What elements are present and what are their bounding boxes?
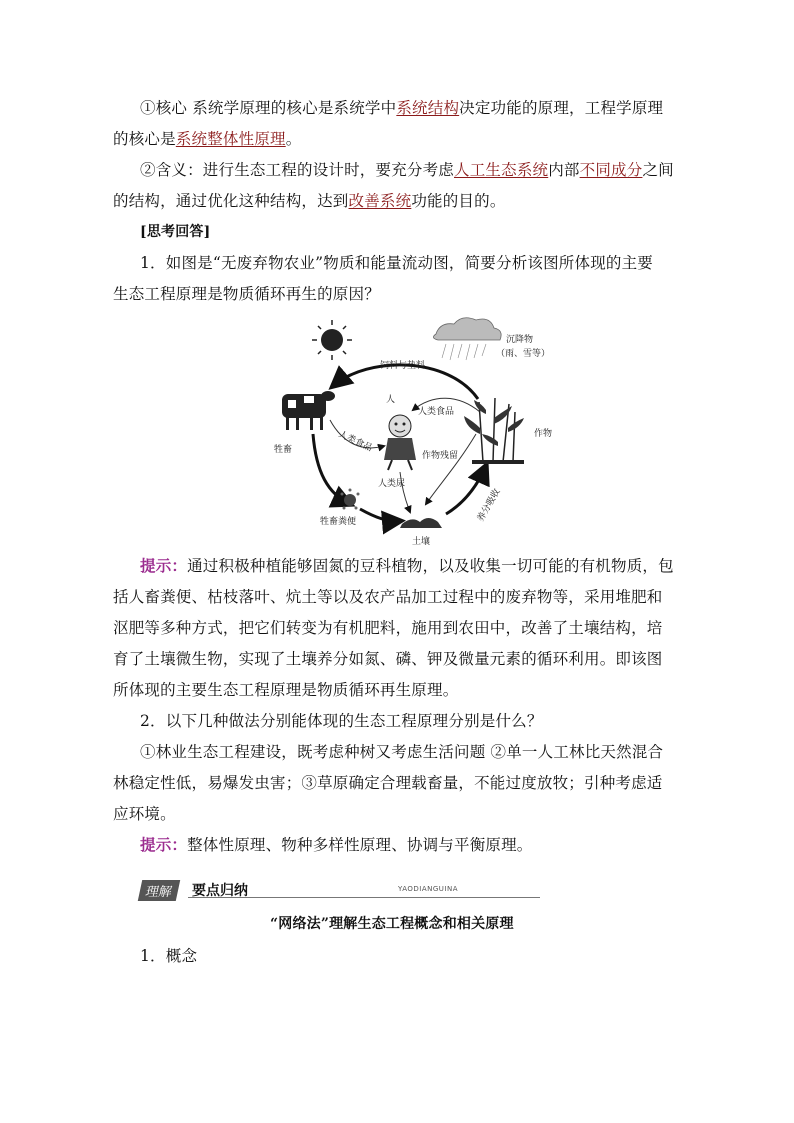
arrow-human-waste [400,472,410,512]
label-feed: 饲料与垫料 [380,361,426,371]
answer-2-line: 提示：整体性原理、物种多样性原理、协调与平衡原理。 [140,835,533,854]
answer-1-line-4: 育了土壤微生物，实现了土壤养分如氮、磷、钾及微量元素的循环利用。即该图 [113,650,663,668]
sun-icon [312,320,352,360]
keyword-artificial-ecosystem: 人工生态系统 [454,161,549,179]
keyword-components: 不同成分 [579,161,643,179]
person-icon [384,415,416,470]
answer-1-line-2: 括人畜粪便、枯枝落叶、炕土等以及农产品加工过程中的废弃物等，采用堆肥和 [113,588,663,606]
question-1-line-2: 生态工程原理是物质循环再生的原因？ [113,285,380,303]
answer-1-line-3: 沤肥等多种方式，把它们转变为有机肥料，施用到农田中，改善了土壤结构，培 [113,619,663,637]
core-line-2: 的核心是系统整体性原理。 [113,130,302,148]
question-2-title: 2．以下几种做法分别能体现的生态工程原理分别是什么？ [140,712,543,730]
core-line-1: ①核心 系统学原理的核心是系统学中系统结构决定功能的原理，工程学原理 [140,99,664,117]
label-crop-residue: 作物残留 [422,451,459,461]
arrow-livestock-manure [313,434,350,504]
item-1-concept: 1．概念 [140,947,198,965]
section-rule [188,897,540,898]
think-answer-title: [思考回答] [140,224,211,240]
keyword-improve-system: 改善系统 [348,192,412,210]
hint-label: 提示： [140,835,188,854]
label-sediment: 沉降物 [506,335,534,345]
label-crop: 作物 [534,429,553,439]
label-nutrient-absorb: 养分吸收 [475,487,503,524]
crop-icon [464,398,524,464]
label-human-waste: 人类尿 [378,479,406,489]
hint-label: 提示： [140,556,188,575]
answer-1-line-5: 所体现的主要生态工程原理是物质循环再生原理。 [113,681,459,699]
cloud-icon [433,318,501,360]
question-2-line-1: ①林业生态工程建设，既考虑种树又考虑生活问题 ②单一人工林比天然混合 [140,743,664,761]
meaning-line-2: 的结构，通过优化这种结构，达到改善系统功能的目的。 [113,192,506,210]
label-livestock: 牲畜 [274,445,293,455]
question-2-line-2: 林稳定性低，易爆发虫害；③草原确定合理载畜量，不能过度放牧；引种考虑适 [113,774,663,792]
section-title: 要点归纳 [192,883,248,899]
label-sediment-note: （雨、雪等） [496,349,551,359]
label-manure: 牲畜粪便 [320,517,357,527]
section-header-bar [140,878,540,900]
livestock-icon [282,391,335,430]
label-soil: 土壤 [412,537,431,547]
label-person: 人 [386,395,396,405]
section-tag: 理解 [138,880,180,901]
farming-cycle-diagram [268,314,568,550]
label-human-food-left: 人类食品 [336,429,374,454]
keyword-system-integrity: 系统整体性原理 [175,130,286,148]
arrow-soil-crop [446,466,486,514]
question-2-line-3: 应环境。 [113,805,176,823]
keyword-system-structure: 系统结构 [396,99,460,117]
question-1-line-1: 1．如图是“无废弃物农业”物质和能量流动图，简要分析该图所体现的主要 [140,254,654,272]
section-heading: “网络法”理解生态工程概念和相关原理 [270,916,514,932]
soil-icon [400,518,442,528]
label-human-food-right: 人类食品 [418,407,455,417]
meaning-line-1: ②含义：进行生态工程的设计时，要充分考虑人工生态系统内部不同成分之间 [140,161,674,179]
answer-1-line-1: 提示：通过积极种植能够固氮的豆科植物，以及收集一切可能的有机物质，包 [140,556,674,575]
arrow-manure-soil [360,509,400,521]
section-pinyin: YAODIANGUINA [398,885,459,893]
